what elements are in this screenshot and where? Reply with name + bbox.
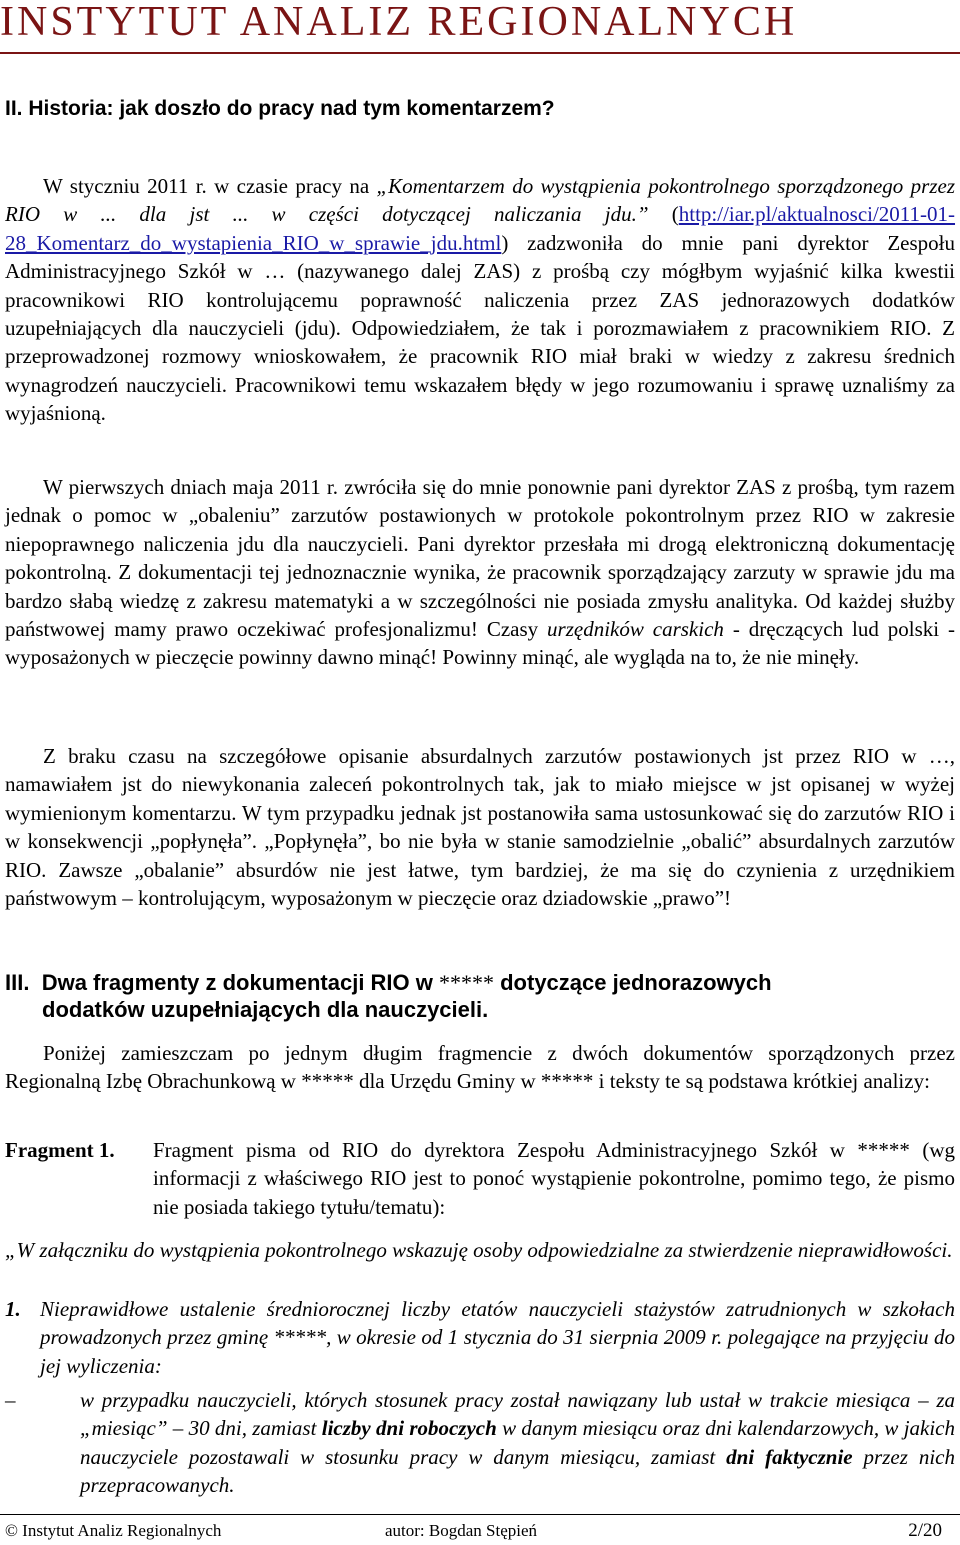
footer-divider bbox=[0, 1514, 960, 1515]
fragment-1-text: Fragment pisma od RIO do dyrektora Zespołu Administracyjnego Szkół w ***** (wg informacji z właściwego RIO jest to ponoć wystąpienie pokontrolne, pomimo tego, że pismo nie posiada takiego tytułu/tematu): bbox=[153, 1138, 955, 1219]
dash-bold-1: liczby dni roboczych bbox=[321, 1416, 497, 1441]
item-1-number: 1. bbox=[5, 1297, 21, 1321]
p1-text-d: ) zadzwoniła do mnie pani dyrektor Zespołu Administracyjnego Szkół w … (nazywanego dalej ZAS) z prośbą czy mógłbym wyjaśnić kilka kwestii pracownikowi RIO kontrolującemu poprawność naliczenia przez ZAS jednorazowych dodatków uzupełniających dla nauczycieli (jdu). Odpowiedziałem, że tak i porozmawiałem z pracownikiem RIO. Z przeprowadzonej rozmowy wnioskowałem, że pracownik RIO miał braki w wiedzy z zakresu średnich wynagrodzeń nauczycieli. Pracownikowi temu wskazałem błędy w jego rozumowaniu i sprawę uznaliśmy za wyjaśnioną. bbox=[5, 230, 955, 426]
p2-text-a: W pierwszych dniach maja 2011 r. zwróciła się do mnie ponownie pani dyrektor ZAS z prośbą, tym razem jednak o pomoc w „obaleniu” zarzutów postawionych w protokole pokontrolnym przez RIO w zakresie niepoprawnego naliczenia jdu dla nauczycieli. Pani dyrektor przesłała mi drogą elektroniczną dokumentację pokontrolną. Z dokumentacji tej jednoznacznie wynika, że pracownik sporządzający zarzuty w sprawie jdu ma bardzo słabą wiedzę z zakresu matematyki a w szczególności nie posiada zmysłu analityka. Od każdej służby państwowej mamy prawo oczekiwać profesjonalizmu! Czasy bbox=[5, 475, 955, 642]
section-iii-line2: dodatków uzupełniających dla nauczycieli. bbox=[42, 997, 489, 1022]
dash-text-a: w przypadku nauczycieli, których stosunek pracy został nawiązany lub ustał w trakcie miesiąca – za „miesiąc” – 30 dni, zamiast bbox=[80, 1388, 955, 1441]
item-1-text: Nieprawidłowe ustalenie średniorocznej liczby etatów nauczycieli stażystów zatrudnionych w szkołach prowadzonych przez gminę *****, w okresie od 1 stycznia do 31 sierpnia 2009 r. polegające na przyjęciu do jej wyliczenia: bbox=[40, 1297, 955, 1378]
dash-item-text bbox=[80, 1386, 955, 1500]
footer-author: autor: Bogdan Stępień bbox=[385, 1521, 538, 1540]
paragraph-3: Z braku czasu na szczegółowe opisanie absurdalnych zarzutów postawionych jst przez RIO w …, namawiałem jst do niewykonania zaleceń pokontrolnych tak, jak to miało miejsce w jst opisanej w wyżej wymienionym komentarzu. W tym przypadku jednak jst postanowiła sama ustosunkować się do zarzutów RIO i w konsekwencji „popłynęła”. „Popłynęła”, bo nie była w stanie samodzielnie „obalić” absurdalnych zarzutów RIO. Zawsze „obalanie” absurdów nie jest łatwe, tym bardziej, że ma się do czynienia z urzędnikiem państwowym – kontrolującym, wyposażonym w pieczęcie oraz dziadowskie „prawo”! bbox=[5, 744, 955, 911]
p2-italic-phrase: urzędników carskich bbox=[547, 617, 724, 642]
commentary-link[interactable]: http://iar.pl/aktualnosci/2011-01-28_Komentarz_do_wystapienia_RIO_w_sprawie_jdu.html bbox=[5, 202, 956, 255]
header-title: INSTYTUT ANALIZ REGIONALNYCH bbox=[0, 0, 798, 45]
section-iii-stars: ***** bbox=[439, 970, 494, 995]
header-divider bbox=[0, 52, 960, 54]
dash-bullet: – bbox=[5, 1388, 16, 1412]
dash-bold-2: dni faktycznie bbox=[726, 1444, 853, 1469]
p1-text-c: ( bbox=[648, 202, 679, 227]
section-heading-ii: II. Historia: jak doszło do pracy nad tym komentarzem? bbox=[5, 97, 555, 120]
footer-page-number: 2/20 bbox=[908, 1520, 942, 1541]
paragraph-4: Poniżej zamieszczam po jednym długim fragmencie z dwóch dokumentów sporządzonych przez Regionalną Izbę Obrachunkową w ***** dla Urzędu Gminy w ***** i teksty te są podstawa krótkiej analizy: bbox=[5, 1041, 955, 1094]
section-heading-iii bbox=[5, 969, 955, 1023]
quote-intro: „W załączniku do wystąpienia pokontrolnego wskazuję osoby odpowiedzialne za stwierdzenie nieprawidłowości. bbox=[5, 1238, 953, 1262]
section-iii-text-a: Dwa fragmenty z dokumentacji RIO w bbox=[41, 970, 439, 995]
fragment-1-label: Fragment 1. bbox=[5, 1138, 115, 1162]
p2-text-c: - dręczących lud polski - wyposażonych w pieczęcie powinny dawno minąć! Powinny minąć, ale wygląda na to, że nie minęły. bbox=[5, 617, 955, 670]
paragraph-2 bbox=[5, 473, 955, 672]
p1-commentary-title: „Komentarzem do wystąpienia pokontrolnego sporządzonego przez RIO w ... dla jst ... w części dotyczącej naliczania jdu.” bbox=[5, 174, 955, 227]
dash-text-c: w danym miesiącu oraz dni kalendarzowych, w jakich nauczyciele pozostawali w stosunku pracy w danym miesiącu, zamiast bbox=[80, 1416, 956, 1469]
footer-copyright: © Instytut Analiz Regionalnych bbox=[5, 1521, 222, 1540]
dash-text-e: przez nich przepracowanych. bbox=[80, 1444, 955, 1498]
section-iii-number: III. bbox=[5, 970, 30, 995]
section-iii-text-b: dotyczące jednorazowych bbox=[494, 970, 772, 995]
paragraph-1 bbox=[5, 172, 955, 428]
p1-text-a: W styczniu 2011 r. w czasie pracy na bbox=[43, 174, 377, 198]
